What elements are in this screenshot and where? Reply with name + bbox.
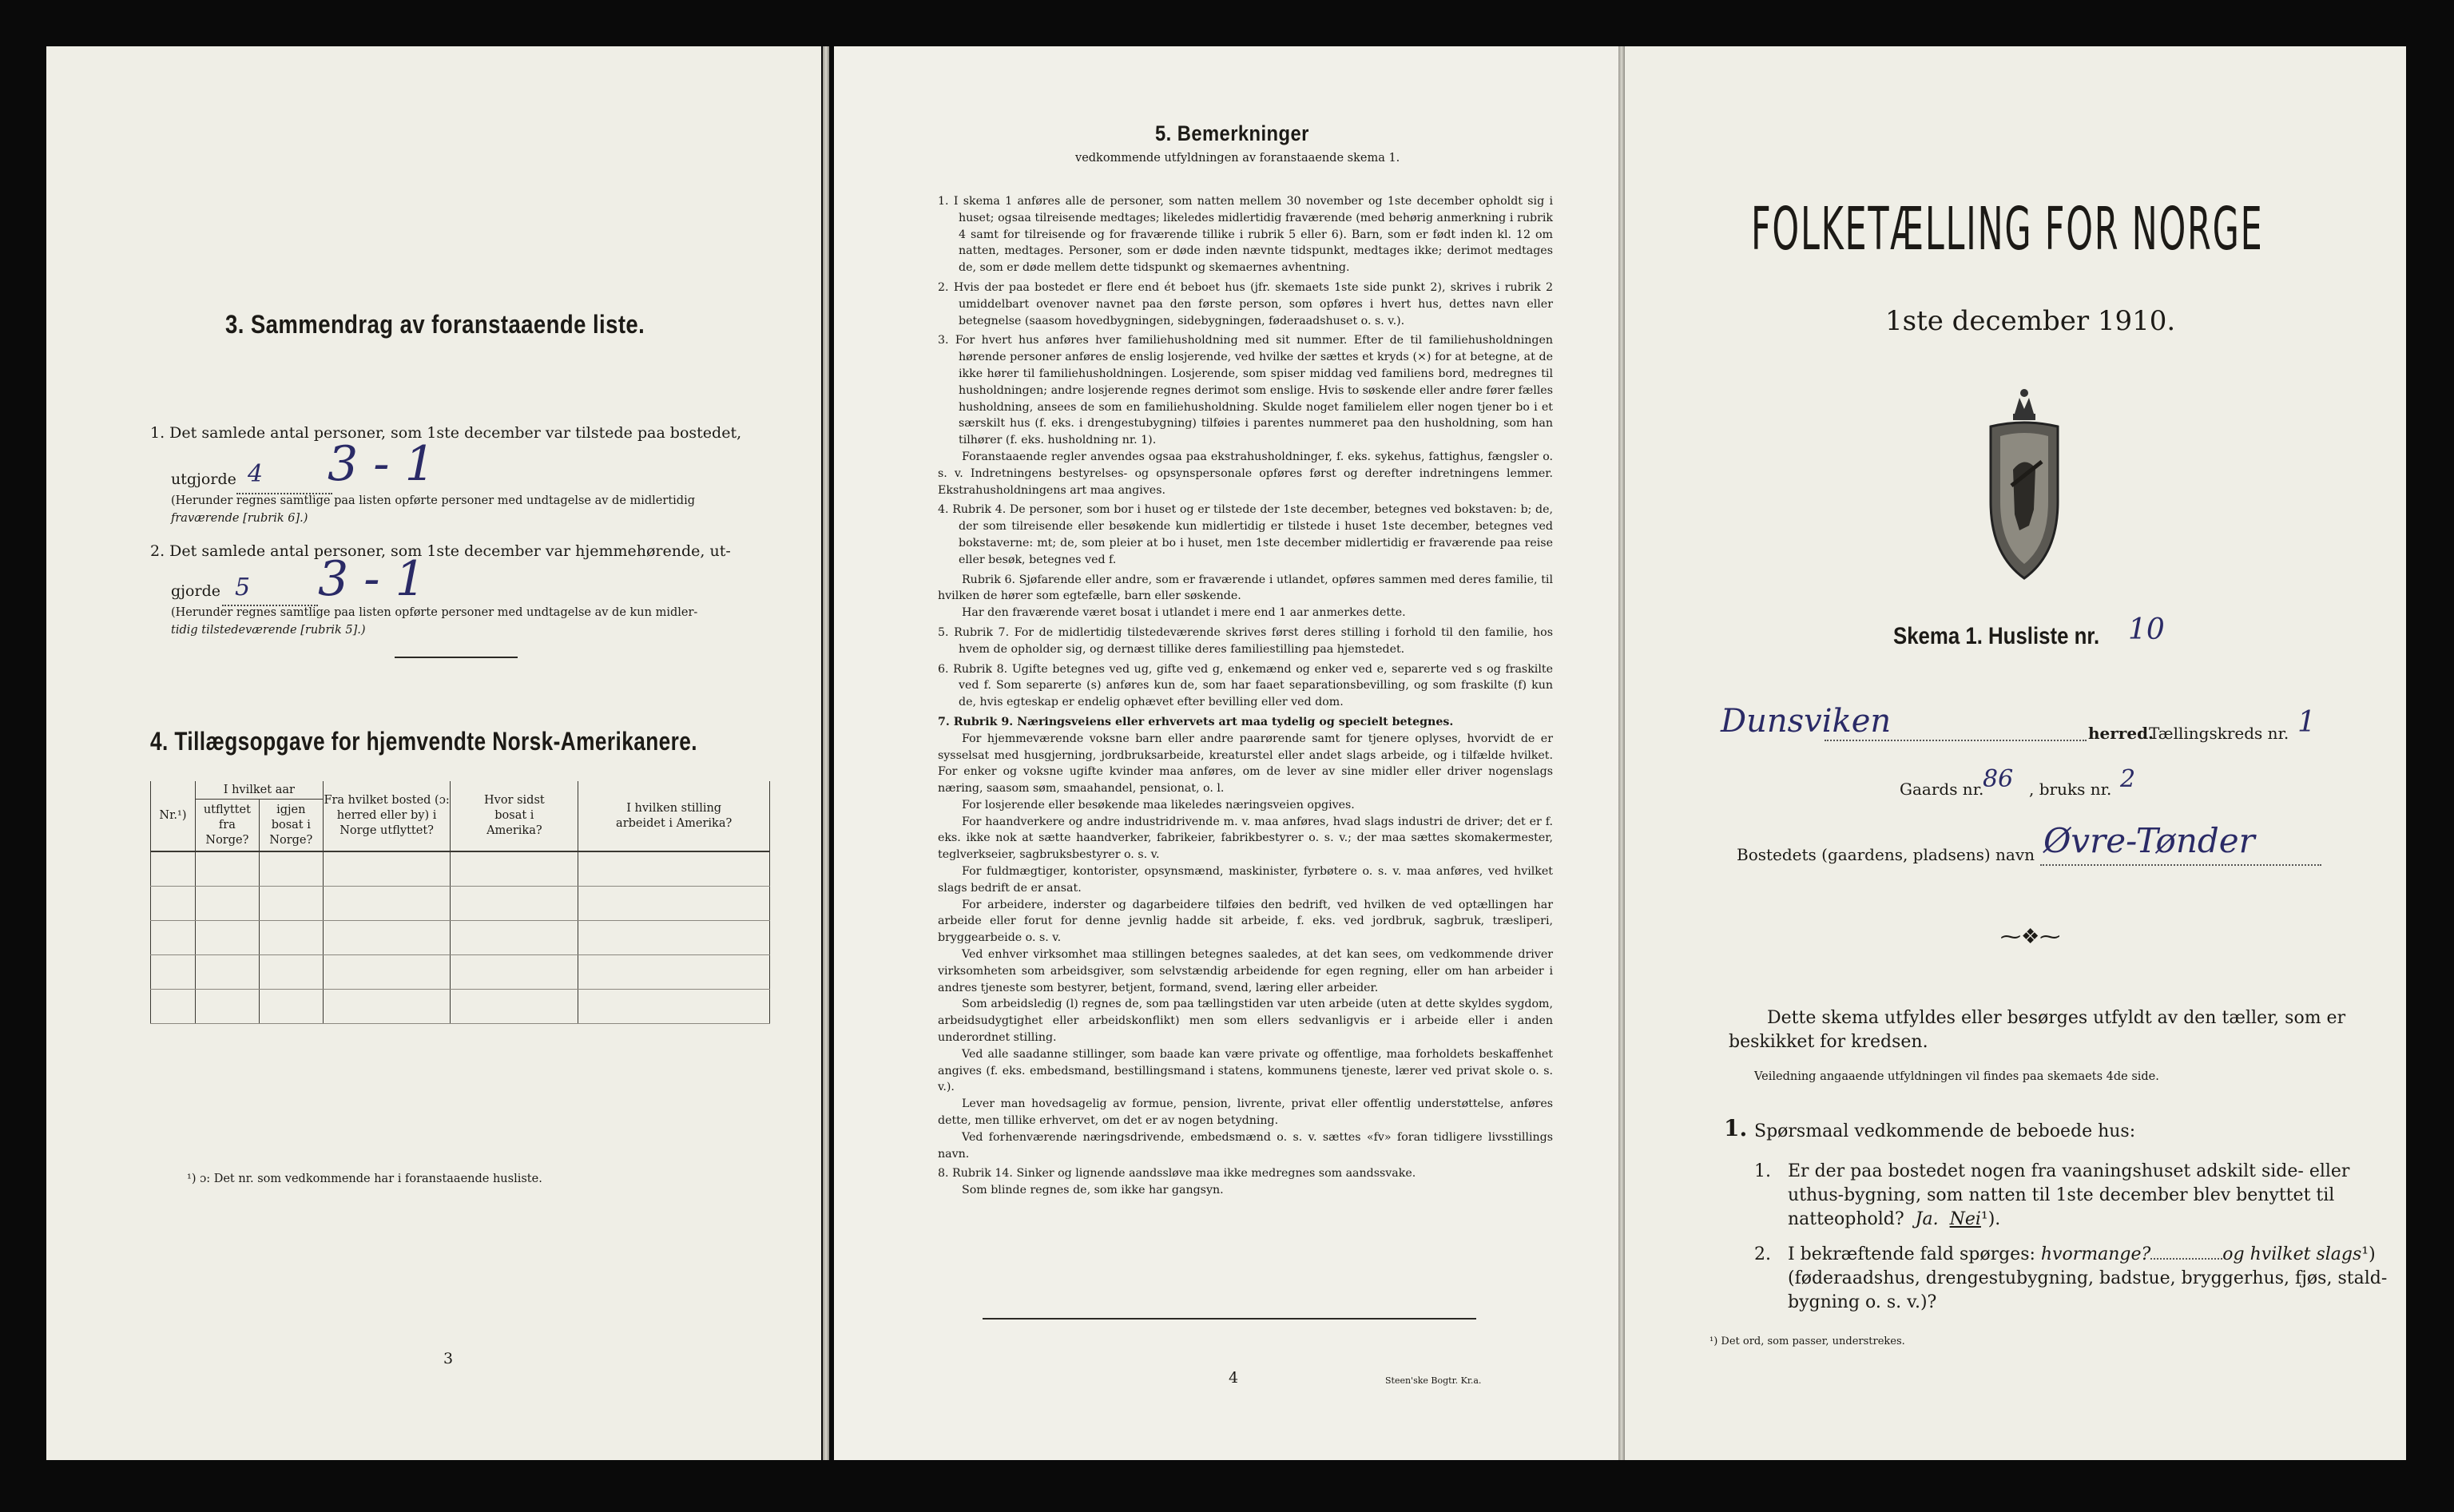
note-7-b: For losjerende eller besøkende maa likeledes næringsveien opgives. <box>962 798 1355 812</box>
section4-heading: 4. Tillægsopgave for hjemvendte Norsk-Amerikanere. <box>150 727 697 756</box>
right-footnote: ¹) Det ord, som passer, understrekes. <box>1709 1335 1905 1347</box>
ornament-icon: ⁓❖⁓ <box>2000 925 2061 949</box>
col-stilling: I hvilken stilling arbeidet i Amerika? <box>578 781 770 851</box>
herred-label: herred. <box>2088 724 2154 743</box>
item2-handwritten-count: 3 - 1 <box>318 551 426 607</box>
item1-printed-count: 4 <box>248 460 264 488</box>
left-page <box>46 46 821 1460</box>
census-title: FOLKETÆLLING FOR NORGE <box>1751 195 2264 264</box>
census-date: 1ste december 1910. <box>1885 305 2176 337</box>
questions-number: 1. <box>1724 1115 1748 1141</box>
item2-note-line1: (Herunder regnes samtlige paa listen opførte personer med undtagelse av de kun midler- <box>171 606 698 619</box>
note-7-h: Ved alle saadanne stillinger, som baade kan være private og offentlige, maa forholdets beskaffenhet angives (f. eks. embedsmand, bestillingsmand i statens, kommunens tjeneste, lærer ved privat skole o. s. v.). <box>938 1047 1553 1094</box>
middle-page <box>834 46 1625 1460</box>
item1-handwritten-count: 3 - 1 <box>328 436 435 492</box>
right-page <box>1625 46 2406 1460</box>
herred-name: Dunsviken <box>1721 703 1892 740</box>
questions-heading: Spørsmaal vedkommende de beboede hus: <box>1754 1121 2136 1141</box>
item2-utgjorde: gjorde <box>171 582 220 600</box>
krets-label: Tællingskreds nr. <box>2149 724 2289 743</box>
item1-utgjorde: utgjorde <box>171 470 236 488</box>
note-7-f: Ved enhver virksomhet maa stillingen betegnes saaledes, at det kan sees, om vedkommende driver virksomheten som arbeidsgiver, som selvstændig arbeidende for egen regning, eller om han arbeider i andres tjeneste som bestyrer, betjent, formand, svend, læring eller arbeider. <box>938 948 1553 994</box>
section5-subheading: vedkommende utfyldningen av foranstaaende skema 1. <box>1075 152 1400 165</box>
item2-note-line2: tidig tilstedeværende [rubrik 5].) <box>171 624 366 637</box>
note-1: 1. I skema 1 anføres alle de personer, som natten mellem 30 november og 1ste december opholdt sig i huset; ogsaa tilreisende medtages; likeledes midlertidig fraværende (med behørig anmerkning i rubrik 4 samt for tilreisende og for fraværende tillike i rubrik 5 eller 6). Barn, som er født inden kl. 12 om natten, medtages. Personer, som er døde inden nævnte tidspunkt, medtages ikke; derimot medtages de, som er døde mellem dette tidspunkt og skemaernes avhentning. <box>938 195 1553 275</box>
husliste-nr: 10 <box>2128 613 2165 646</box>
remarks-list <box>938 193 1553 1199</box>
bruks-label: , bruks nr. <box>2029 780 2112 799</box>
answer-nei[interactable]: Nei <box>1949 1209 1981 1229</box>
table-row <box>151 921 770 955</box>
table-row <box>151 955 770 990</box>
printer-mark: Steen'ske Bogtr. Kr.a. <box>1385 1375 1482 1386</box>
note-7-i: Lever man hovedsagelig av formue, pension, livrente, privat eller offentlig understøttelse, anføres dette, men tillike erhvervet, om det er av nogen betydning. <box>938 1097 1553 1128</box>
table-row <box>151 887 770 921</box>
note-7-j: Ved forhenværende næringsdrivende, embedsmænd o. s. v. sættes «fv» foran tidligere livsstillings navn. <box>938 1130 1553 1161</box>
note-7-a: For hjemmeværende voksne barn eller andre paarørende samt for tjenere oplyses, hvorvidt de er sysselsat med husgjerning, jordbruksarbeide, kreaturstel eller andet slags arbeide, og i tilfælde hvilket. For enker og voksne ugifte kvinder maa anføres, om de lever av sine midler eller driver nogenslags næring, saasom søm, smaahandel, pensionat, o. l. <box>938 732 1553 796</box>
note-6: 6. Rubrik 8. Ugifte betegnes ved ug, gifte ved g, enkemænd og enker ved e, separerte ved s og fraskilte ved f. Som separerte (s) anføres kun de, som har faaet separationsbevilling, og som fraskilte (f) kun de, hvis egteskap er endelig ophævet efter bevilling eller ved dom. <box>938 662 1553 709</box>
q1-line1: Er der paa bostedet nogen fra vaaningshuset adskilt side- eller <box>1788 1161 2350 1181</box>
item2-text: 2. Det samlede antal personer, som 1ste december var hjemmehørende, ut- <box>150 542 731 560</box>
page-fold <box>823 46 829 1460</box>
gaards-nr: 86 <box>1983 765 2014 793</box>
note-7-d: For fuldmægtiger, kontorister, opsynsmænd, maskinister, fyrbøtere o. s. v. maa anføres, ved hvilket slags bedrift de er ansat. <box>938 865 1553 895</box>
note-4: 4. Rubrik 4. De personer, som bor i huset og er tilstede der 1ste december, betegnes ved bokstaven: b; de, der som tilreisende eller besøkende kun midlertidig er tilstede i huset 1ste december, betegnes ved bokstaverne: mt; de, som pleier at bo i huset, men 1ste december midlertidig er fraværende paa reise eller besøk, betegnes ved f. <box>938 503 1553 566</box>
note-7-g: Som arbeidsledig (l) regnes de, som paa tællingstiden var uten arbeide (uten at dette skyldes sygdom, arbeidsudygtighet eller arbeidskonflikt) men som ellers sedvanligvis er i arbeide eller i anden underordnet stilling. <box>938 998 1553 1045</box>
page-number-4: 4 <box>1229 1369 1239 1387</box>
q1-number: 1. <box>1754 1161 1771 1181</box>
page-fold <box>1618 46 1625 1460</box>
intro-line2: beskikket for kredsen. <box>1729 1032 1928 1052</box>
note-5: 5. Rubrik 7. For de midlertidig tilstedeværende skrives først deres stilling i forhold til den familie, hos hvem de opholder sig, og dernæst tillike deres familiestilling paa hjemstedet. <box>938 625 1553 656</box>
col-nr: Nr.¹) <box>151 781 196 851</box>
note-8-a: Som blinde regnes de, som ikke har gangsyn. <box>962 1184 1224 1197</box>
bosted-name: Øvre-Tønder <box>2043 821 2255 860</box>
item2-printed-count: 5 <box>235 573 251 601</box>
bruks-nr: 2 <box>2120 765 2136 793</box>
divider <box>395 657 518 658</box>
col-fra-bosted: Fra hvilket bosted (ɔ: herred eller by) i Norge utflyttet? <box>323 781 451 851</box>
note-7: 7. Rubrik 9. Næringsveiens eller erhvervets art maa tydelig og specielt betegnes. <box>938 715 1454 728</box>
note-4-rubrik6: Rubrik 6. Sjøfarende eller andre, som er fraværende i utlandet, opføres sammen med deres familie, til hvilken de hører som egtefælle, barn eller søskende. <box>938 573 1553 603</box>
page-number-3: 3 <box>443 1350 454 1367</box>
section3-heading: 3. Sammendrag av foranstaaende liste. <box>225 310 645 339</box>
note-8: 8. Rubrik 14. Sinker og lignende aandssløve maa ikke medregnes som aandssvake. <box>938 1167 1416 1181</box>
intro-note: Veiledning angaaende utfyldningen vil findes paa skemaets 4de side. <box>1754 1070 2159 1083</box>
item1-note-line1: (Herunder regnes samtlige paa listen opførte personer med undtagelse av de midlertidig <box>171 494 695 507</box>
item1-text: 1. Det samlede antal personer, som 1ste december var tilstede paa bostedet, <box>150 424 742 442</box>
item1-note-line2: fraværende [rubrik 6].) <box>171 512 308 525</box>
answer-ja[interactable]: Ja. <box>1915 1209 1939 1229</box>
krets-nr: 1 <box>2297 706 2316 739</box>
skema-label: Skema 1. Husliste nr. <box>1893 623 2100 649</box>
norsk-amerikanere-table <box>150 781 770 1024</box>
q2-line2: (føderaadshus, drengestubygning, badstue, bryggerhus, fjøs, stald- <box>1788 1268 2388 1288</box>
section5-heading: 5. Bemerkninger <box>1155 121 1309 145</box>
q2-line1: I bekræftende fald spørges: hvormange? og hvilket slags¹) <box>1788 1244 2376 1264</box>
note-3: 3. For hvert hus anføres hver familiehusholdning med sit nummer. Efter de til familiehusholdningen hørende personer anføres de enslig losjerende, ved hvilke der sættes et kryds (×) for at betegne, at de ikke hører til familiehusholdningen. Losjerende, som spiser middag ved familiens bord, medregnes til husholdningen; andre losjerende regnes derimot som enslige. Hvis to søskende eller andre fører fælles husholdning, ansees de som en familiehusholdning. Skulde noget familielem eller nogen tjener bo i et særskilt hus (f. eks. i drengestubygning) tilføies i parentes nummeret paa den husholdning, som han tilhører (f. eks. husholdning nr. 1). <box>938 334 1553 447</box>
bosted-label: Bostedets (gaardens, pladsens) navn <box>1737 845 2035 864</box>
table-footnote: ¹) ɔ: Det nr. som vedkommende har i foranstaaende husliste. <box>187 1173 542 1185</box>
col-group-aar: I hvilket aar <box>195 781 323 800</box>
note-3-extra: Foranstaaende regler anvendes ogsaa paa ekstrahusholdninger, f. eks. sykehus, fattighus, fængsler o. s. v. Indretningens bestyrelses- og opsynspersonale opføres først og derefter indretningens lemmer. Ekstrahusholdningens art maa angives. <box>938 450 1553 497</box>
note-7-e: For arbeidere, inderster og dagarbeidere tilføies den bedrift, ved hvilken de ved optællingen har arbeide eller forut for denne jevnlig hadde sit arbeide, f. eks. ved jordbruk, sagbruk, træsliperi, bryggearbeide o. s. v. <box>938 898 1553 945</box>
col-utflyttet: utflyttet fra Norge? <box>195 800 259 852</box>
q1-line3: natteophold? Ja. Nei¹). <box>1788 1209 2001 1229</box>
note-4-bosat: Har den fraværende været bosat i utlandet i mere end 1 aar anmerkes dette. <box>962 606 1406 620</box>
q2-number: 2. <box>1754 1244 1771 1264</box>
q1-line2: uthus-bygning, som natten til 1ste december blev benyttet til <box>1788 1185 2335 1205</box>
note-2: 2. Hvis der paa bostedet er flere end ét beboet hus (jfr. skemaets 1ste side punkt 2), skrives i rubrik 2 umiddelbart ovenover navnet paa den første person, som opføres i hvert hus, dettes navn eller betegnelse (saasom hovedbygningen, sidebygningen, føderaadshuset o. s. v.). <box>938 280 1553 327</box>
note-7-c: For haandverkere og andre industridrivende m. v. maa anføres, hvad slags industri de driver; det er f. eks. ikke nok at sætte haandverker, fabrikeier, fabrikbestyrer o. s. v.; der maa sættes skomakermester, teglverkseier, sagbruksbestyrer o. s. v. <box>938 815 1553 862</box>
col-igjen-bosat: igjen bosat i Norge? <box>259 800 323 852</box>
q2-line3: bygning o. s. v.)? <box>1788 1292 1937 1312</box>
intro-line1: Dette skema utfyldes eller besørges utfyldt av den tæller, som er <box>1767 1008 2346 1028</box>
table-row <box>151 990 770 1024</box>
bottom-rule <box>983 1318 1476 1320</box>
col-sidst-bosat: Hvor sidst bosat i Amerika? <box>451 781 578 851</box>
gaards-label: Gaards nr. <box>1900 780 1984 799</box>
norwegian-coat-of-arms-icon <box>1983 382 2066 591</box>
table-row <box>151 851 770 887</box>
